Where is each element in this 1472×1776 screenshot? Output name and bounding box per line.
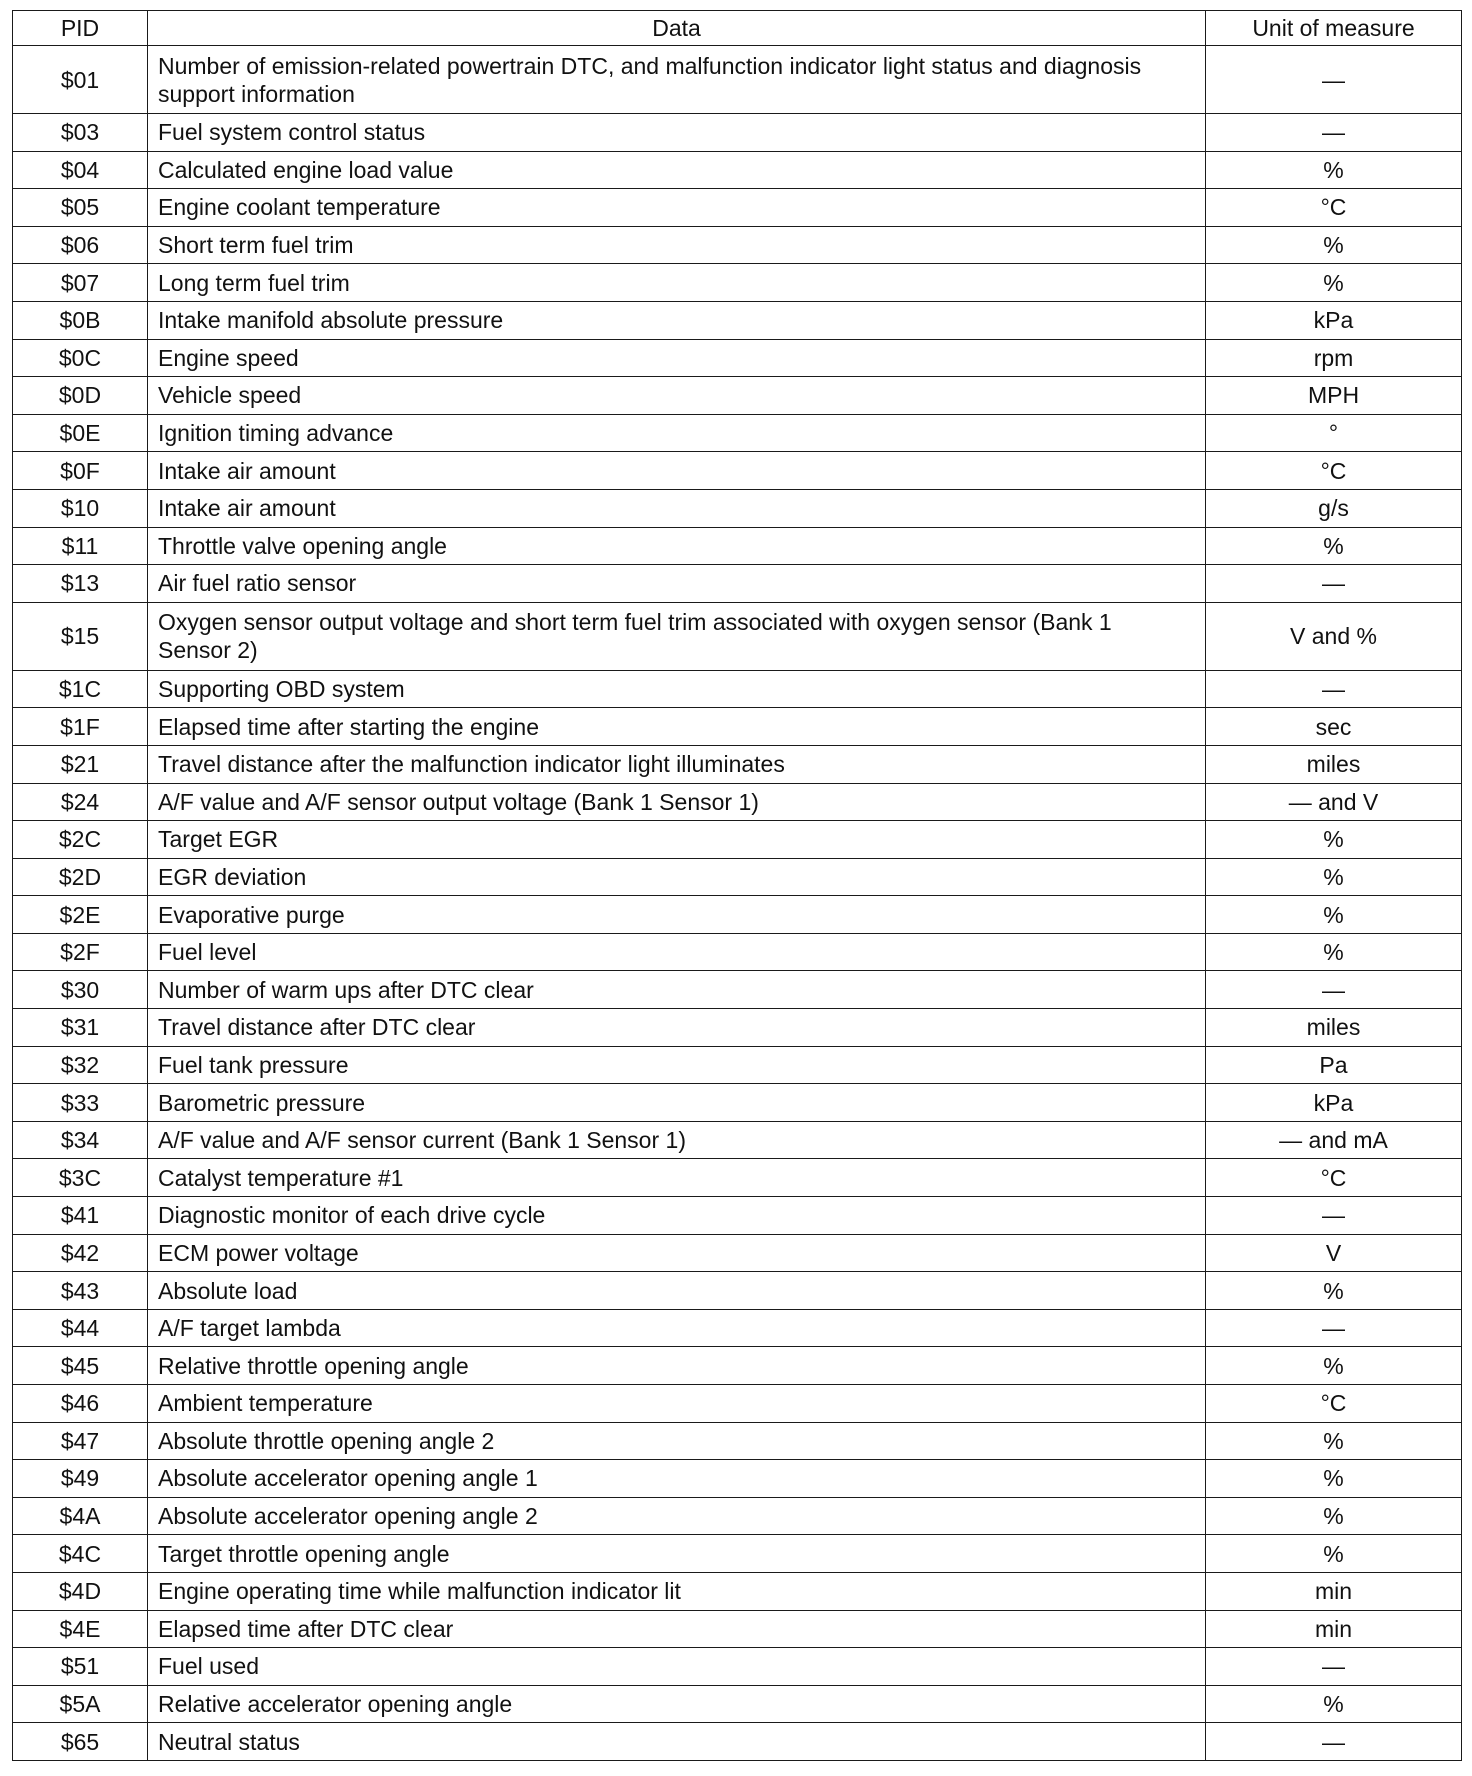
cell-data: Fuel system control status	[148, 114, 1206, 152]
cell-unit: —	[1206, 971, 1462, 1009]
table-row	[13, 783, 1462, 821]
table-row	[13, 670, 1462, 708]
cell-data: Fuel level	[148, 933, 1206, 971]
cell-data: Supporting OBD system	[148, 670, 1206, 708]
cell-data: Absolute load	[148, 1272, 1206, 1310]
cell-data: Fuel tank pressure	[148, 1046, 1206, 1084]
cell-unit: — and mA	[1206, 1121, 1462, 1159]
cell-data: Engine coolant temperature	[148, 189, 1206, 227]
cell-unit: %	[1206, 933, 1462, 971]
table-row	[13, 1610, 1462, 1648]
cell-pid: $46	[13, 1385, 148, 1423]
table-row	[13, 1460, 1462, 1498]
cell-unit: rpm	[1206, 339, 1462, 377]
cell-unit: %	[1206, 858, 1462, 896]
cell-pid: $0E	[13, 414, 148, 452]
table-row	[13, 226, 1462, 264]
cell-unit: °C	[1206, 1385, 1462, 1423]
cell-unit: miles	[1206, 745, 1462, 783]
cell-unit: %	[1206, 151, 1462, 189]
table-row	[13, 1234, 1462, 1272]
cell-pid: $34	[13, 1121, 148, 1159]
cell-unit: MPH	[1206, 377, 1462, 415]
table-row	[13, 301, 1462, 339]
table-row	[13, 1572, 1462, 1610]
cell-data: Travel distance after the malfunction indicator light illuminates	[148, 745, 1206, 783]
cell-data: Relative accelerator opening angle	[148, 1685, 1206, 1723]
cell-unit: V and %	[1206, 602, 1462, 670]
cell-unit: °	[1206, 414, 1462, 452]
cell-pid: $1C	[13, 670, 148, 708]
cell-unit: %	[1206, 527, 1462, 565]
table-row	[13, 565, 1462, 603]
cell-unit: —	[1206, 565, 1462, 603]
cell-pid: $11	[13, 527, 148, 565]
cell-data: Absolute accelerator opening angle 1	[148, 1460, 1206, 1498]
cell-data: Engine speed	[148, 339, 1206, 377]
cell-unit: min	[1206, 1610, 1462, 1648]
cell-unit: °C	[1206, 452, 1462, 490]
table-row	[13, 1685, 1462, 1723]
cell-pid: $65	[13, 1723, 148, 1761]
cell-unit: Pa	[1206, 1046, 1462, 1084]
cell-data: EGR deviation	[148, 858, 1206, 896]
cell-pid: $10	[13, 489, 148, 527]
table-row	[13, 189, 1462, 227]
cell-unit: —	[1206, 46, 1462, 114]
cell-unit: g/s	[1206, 489, 1462, 527]
cell-unit: —	[1206, 1648, 1462, 1686]
table-row	[13, 264, 1462, 302]
cell-data: Intake air amount	[148, 452, 1206, 490]
table-row	[13, 1309, 1462, 1347]
table-row	[13, 858, 1462, 896]
cell-unit: %	[1206, 1535, 1462, 1573]
cell-unit: %	[1206, 1422, 1462, 1460]
cell-pid: $5A	[13, 1685, 148, 1723]
cell-data: Elapsed time after DTC clear	[148, 1610, 1206, 1648]
cell-unit: kPa	[1206, 301, 1462, 339]
table-row	[13, 46, 1462, 114]
table-row	[13, 1159, 1462, 1197]
cell-unit: %	[1206, 896, 1462, 934]
table-row	[13, 708, 1462, 746]
table-row	[13, 1385, 1462, 1423]
cell-data: Number of emission-related powertrain DTC, and malfunction indicator light status and diagnosis support information	[148, 46, 1206, 114]
cell-data: Travel distance after DTC clear	[148, 1009, 1206, 1047]
cell-data: Oxygen sensor output voltage and short term fuel trim associated with oxygen sensor (Bank 1 Sensor 2)	[148, 602, 1206, 670]
cell-unit: —	[1206, 114, 1462, 152]
cell-pid: $51	[13, 1648, 148, 1686]
table-row	[13, 1197, 1462, 1235]
cell-data: Target throttle opening angle	[148, 1535, 1206, 1573]
cell-unit: miles	[1206, 1009, 1462, 1047]
cell-pid: $4E	[13, 1610, 148, 1648]
cell-unit: %	[1206, 1272, 1462, 1310]
cell-data: Relative throttle opening angle	[148, 1347, 1206, 1385]
table-row	[13, 602, 1462, 670]
cell-data: Ignition timing advance	[148, 414, 1206, 452]
table-row	[13, 489, 1462, 527]
cell-data: Calculated engine load value	[148, 151, 1206, 189]
cell-data: Air fuel ratio sensor	[148, 565, 1206, 603]
cell-unit: °C	[1206, 189, 1462, 227]
table-row	[13, 1648, 1462, 1686]
table-row	[13, 452, 1462, 490]
cell-pid: $3C	[13, 1159, 148, 1197]
cell-unit: °C	[1206, 1159, 1462, 1197]
cell-pid: $42	[13, 1234, 148, 1272]
cell-pid: $4C	[13, 1535, 148, 1573]
cell-unit: —	[1206, 1723, 1462, 1761]
cell-pid: $2F	[13, 933, 148, 971]
table-row	[13, 1723, 1462, 1761]
cell-data: Engine operating time while malfunction indicator lit	[148, 1572, 1206, 1610]
cell-pid: $32	[13, 1046, 148, 1084]
cell-unit: kPa	[1206, 1084, 1462, 1122]
cell-data: Target EGR	[148, 821, 1206, 859]
cell-pid: $21	[13, 745, 148, 783]
cell-unit: —	[1206, 1197, 1462, 1235]
cell-data: Ambient temperature	[148, 1385, 1206, 1423]
cell-unit: sec	[1206, 708, 1462, 746]
cell-unit: %	[1206, 1460, 1462, 1498]
cell-unit: —	[1206, 1309, 1462, 1347]
cell-data: A/F value and A/F sensor current (Bank 1 Sensor 1)	[148, 1121, 1206, 1159]
table-row	[13, 933, 1462, 971]
table-body	[13, 46, 1462, 1761]
cell-pid: $06	[13, 226, 148, 264]
cell-data: Evaporative purge	[148, 896, 1206, 934]
cell-unit: %	[1206, 821, 1462, 859]
cell-data: Catalyst temperature #1	[148, 1159, 1206, 1197]
cell-data: Intake air amount	[148, 489, 1206, 527]
cell-unit: min	[1206, 1572, 1462, 1610]
cell-unit: —	[1206, 670, 1462, 708]
cell-unit: — and V	[1206, 783, 1462, 821]
cell-data: Intake manifold absolute pressure	[148, 301, 1206, 339]
cell-unit: %	[1206, 264, 1462, 302]
cell-pid: $07	[13, 264, 148, 302]
table-row	[13, 1121, 1462, 1159]
cell-pid: $43	[13, 1272, 148, 1310]
cell-data: Absolute accelerator opening angle 2	[148, 1497, 1206, 1535]
cell-pid: $31	[13, 1009, 148, 1047]
cell-data: Long term fuel trim	[148, 264, 1206, 302]
cell-pid: $47	[13, 1422, 148, 1460]
cell-pid: $30	[13, 971, 148, 1009]
cell-pid: $2D	[13, 858, 148, 896]
table-row	[13, 1084, 1462, 1122]
cell-pid: $05	[13, 189, 148, 227]
header-data: Data	[148, 11, 1206, 46]
header-pid: PID	[13, 11, 148, 46]
cell-data: Diagnostic monitor of each drive cycle	[148, 1197, 1206, 1235]
cell-data: Short term fuel trim	[148, 226, 1206, 264]
cell-unit: %	[1206, 1685, 1462, 1723]
cell-unit: V	[1206, 1234, 1462, 1272]
cell-pid: $04	[13, 151, 148, 189]
table-row	[13, 1272, 1462, 1310]
cell-pid: $33	[13, 1084, 148, 1122]
cell-data: Number of warm ups after DTC clear	[148, 971, 1206, 1009]
table-row	[13, 1422, 1462, 1460]
table-row	[13, 821, 1462, 859]
table-row	[13, 1497, 1462, 1535]
cell-pid: $13	[13, 565, 148, 603]
cell-pid: $44	[13, 1309, 148, 1347]
cell-data: Neutral status	[148, 1723, 1206, 1761]
cell-pid: $24	[13, 783, 148, 821]
table-row	[13, 1347, 1462, 1385]
cell-pid: $0C	[13, 339, 148, 377]
table-row	[13, 1535, 1462, 1573]
cell-unit: %	[1206, 1497, 1462, 1535]
cell-data: Elapsed time after starting the engine	[148, 708, 1206, 746]
cell-pid: $0F	[13, 452, 148, 490]
cell-data: Barometric pressure	[148, 1084, 1206, 1122]
cell-pid: $15	[13, 602, 148, 670]
table-row	[13, 1046, 1462, 1084]
table-header	[13, 11, 1462, 46]
table-row	[13, 971, 1462, 1009]
cell-data: A/F target lambda	[148, 1309, 1206, 1347]
cell-data: Fuel used	[148, 1648, 1206, 1686]
table-row	[13, 151, 1462, 189]
table-row	[13, 114, 1462, 152]
cell-data: A/F value and A/F sensor output voltage (Bank 1 Sensor 1)	[148, 783, 1206, 821]
cell-data: ECM power voltage	[148, 1234, 1206, 1272]
table-row	[13, 527, 1462, 565]
cell-pid: $0D	[13, 377, 148, 415]
cell-pid: $49	[13, 1460, 148, 1498]
cell-pid: $41	[13, 1197, 148, 1235]
cell-pid: $45	[13, 1347, 148, 1385]
cell-pid: $2C	[13, 821, 148, 859]
cell-data: Vehicle speed	[148, 377, 1206, 415]
cell-pid: $1F	[13, 708, 148, 746]
cell-data: Absolute throttle opening angle 2	[148, 1422, 1206, 1460]
table-row	[13, 1009, 1462, 1047]
table-row	[13, 745, 1462, 783]
cell-pid: $0B	[13, 301, 148, 339]
cell-pid: $01	[13, 46, 148, 114]
cell-pid: $2E	[13, 896, 148, 934]
cell-data: Throttle valve opening angle	[148, 527, 1206, 565]
cell-unit: %	[1206, 226, 1462, 264]
table-row	[13, 896, 1462, 934]
pid-data-table	[12, 10, 1462, 1761]
header-row	[13, 11, 1462, 46]
header-unit: Unit of measure	[1206, 11, 1462, 46]
table-row	[13, 339, 1462, 377]
cell-pid: $4A	[13, 1497, 148, 1535]
cell-pid: $03	[13, 114, 148, 152]
table-row	[13, 414, 1462, 452]
cell-unit: %	[1206, 1347, 1462, 1385]
cell-pid: $4D	[13, 1572, 148, 1610]
table-row	[13, 377, 1462, 415]
